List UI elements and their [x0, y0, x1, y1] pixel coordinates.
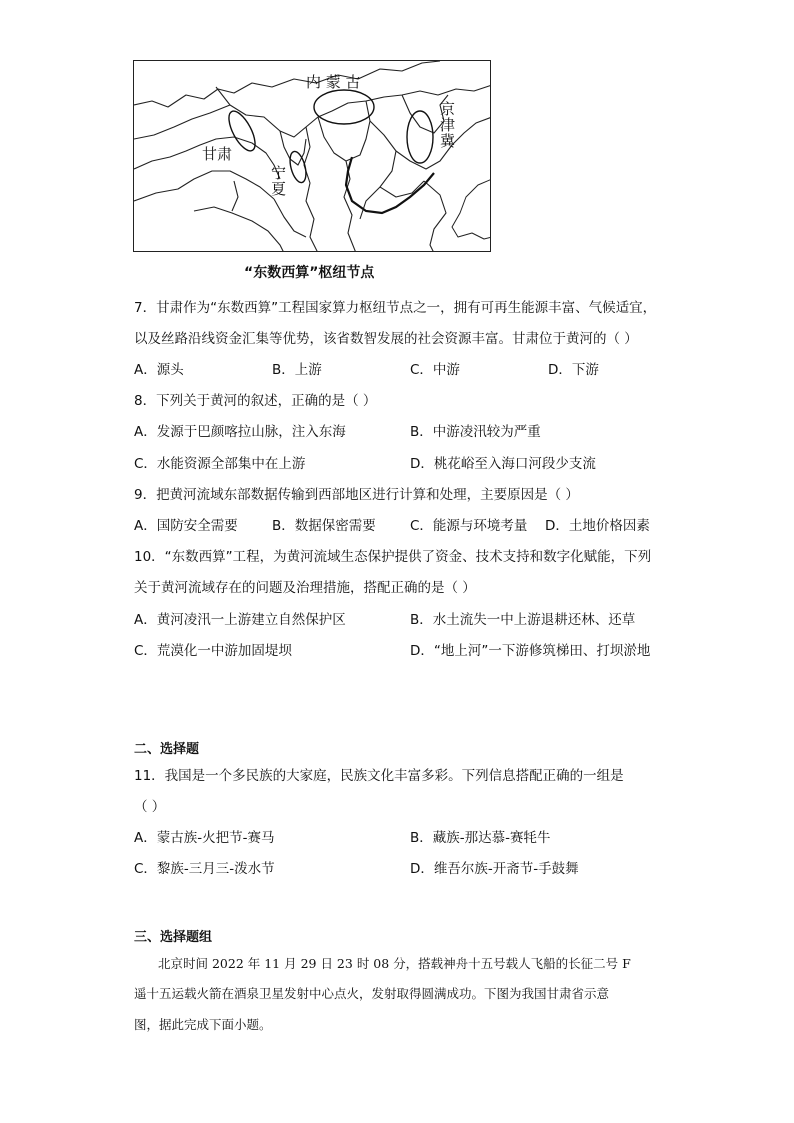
map-label-ningxia: 宁夏: [269, 165, 287, 197]
question-8-option-a[interactable]: A．发源于巴颜喀拉山脉，注入东海: [134, 424, 346, 440]
question-8-option-d[interactable]: D．桃花峪至入海口河段少支流: [410, 456, 596, 472]
section-3-paragraph-line-3: 图，据此完成下面小题。: [134, 1017, 272, 1032]
question-8-stem: 8．下列关于黄河的叙述，正确的是（ ）: [134, 393, 377, 409]
question-10-option-a[interactable]: A．黄河凌汛一上游建立自然保护区: [134, 612, 346, 628]
map-label-neimenggu: 内 蒙 古: [306, 73, 361, 91]
question-9-option-a[interactable]: A．国防安全需要: [134, 518, 238, 534]
question-7-stem-line-2: 以及丝路沿线资金汇集等优势，该省数智发展的社会资源丰富。甘肃位于黄河的（ ）: [134, 331, 638, 347]
question-11-option-b[interactable]: B．藏族-那达慕-赛牦牛: [410, 830, 551, 846]
question-7-option-c[interactable]: C．中游: [410, 362, 460, 378]
section-3-paragraph-line-1: 北京时间 2022 年 11 月 29 日 23 时 08 分，搭载神舟十五号载人飞船的长征二号 F: [158, 956, 631, 971]
map-figure: [133, 60, 491, 252]
question-11-stem-line-1: 11．我国是一个多民族的大家庭，民族文化丰富多彩。下列信息搭配正确的一组是: [134, 768, 624, 784]
question-10-option-b[interactable]: B．水土流失一中上游退耕还林、还草: [410, 612, 636, 628]
question-10-option-d[interactable]: D．“地上河”一下游修筑梯田、打坝淤地: [410, 643, 651, 659]
question-7-option-a[interactable]: A．源头: [134, 362, 184, 378]
section-3-heading: 三、选择题组: [134, 930, 213, 945]
question-7-stem-line-1: 7．甘肃作为“东数西算”工程国家算力枢纽节点之一，拥有可再生能源丰富、气候适宜，: [134, 300, 657, 316]
question-7-option-d[interactable]: D．下游: [548, 362, 599, 378]
question-9-option-b[interactable]: B．数据保密需要: [272, 518, 376, 534]
section-2-heading: 二、选择题: [134, 742, 200, 757]
map-label-gansu: 甘肃: [202, 145, 233, 163]
question-9-stem: 9．把黄河流域东部数据传输到西部地区进行计算和处理，主要原因是（ ）: [134, 487, 579, 503]
question-8-option-c[interactable]: C．水能资源全部集中在上游: [134, 456, 306, 472]
question-7-option-b[interactable]: B．上游: [272, 362, 322, 378]
question-9-option-c[interactable]: C．能源与环境考量: [410, 518, 528, 534]
map-caption: “东数西算”枢纽节点: [244, 265, 375, 281]
question-8-option-b[interactable]: B．中游凌汛较为严重: [410, 424, 541, 440]
question-11-option-c[interactable]: C．黎族-三月三-泼水节: [134, 861, 275, 877]
question-11-stem-line-2: （ ）: [134, 799, 166, 815]
question-10-stem-line-1: 10．“东数西算”工程，为黄河流域生态保护提供了资金、技术支持和数字化赋能，下列: [134, 549, 652, 565]
question-10-option-c[interactable]: C．荒漠化一中游加固堤坝: [134, 643, 292, 659]
question-11-option-d[interactable]: D．维吾尔族-开斋节-手鼓舞: [410, 861, 579, 877]
question-9-option-d[interactable]: D．土地价格因素: [545, 518, 650, 534]
section-3-paragraph-line-2: 遥十五运载火箭在酒泉卫星发射中心点火，发射取得圆满成功。下图为我国甘肃省示意: [134, 986, 610, 1001]
map-label-jingjinji: 京津冀: [438, 101, 456, 149]
question-10-stem-line-2: 关于黄河流域存在的问题及治理措施，搭配正确的是（ ）: [134, 580, 476, 596]
question-11-option-a[interactable]: A．蒙古族-火把节-赛马: [134, 830, 275, 846]
